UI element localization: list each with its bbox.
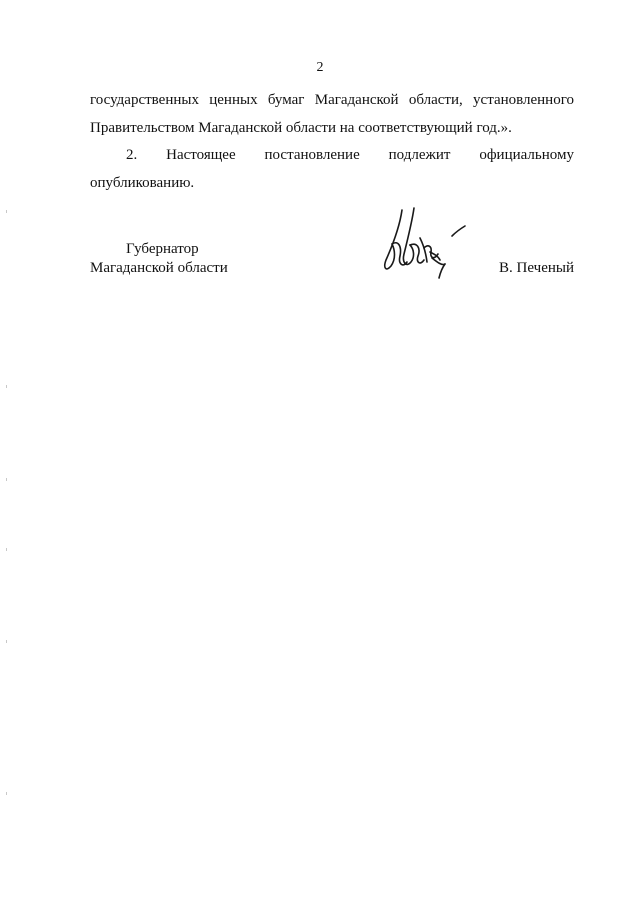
signatory-title-line: Губернатор: [126, 241, 199, 257]
paragraph-line: Правительством Магаданской области на соответствующий год.».: [90, 120, 512, 136]
handwritten-signature: [372, 202, 468, 284]
page-number: 2: [316, 60, 324, 75]
scan-edge-mark: [6, 548, 7, 551]
scan-edge-mark: [6, 640, 7, 643]
signer-name: В. Печеный: [499, 260, 574, 276]
scan-edge-mark: [6, 792, 7, 795]
paragraph-publication: [90, 141, 574, 197]
paragraph-line: государственных ценных бумаг Магаданской области, установленного: [90, 92, 574, 108]
scan-edge-mark: [6, 478, 7, 481]
paragraph-continuation: [90, 86, 574, 142]
signatory-title: [90, 240, 228, 278]
scan-edge-mark: [6, 385, 7, 388]
paragraph-line: 2. Настоящее постановление подлежит официальному: [126, 147, 574, 163]
scan-edge-mark: [6, 210, 7, 213]
signatory-title-line: Магаданской области: [90, 260, 228, 276]
paragraph-line: опубликованию.: [90, 175, 195, 191]
